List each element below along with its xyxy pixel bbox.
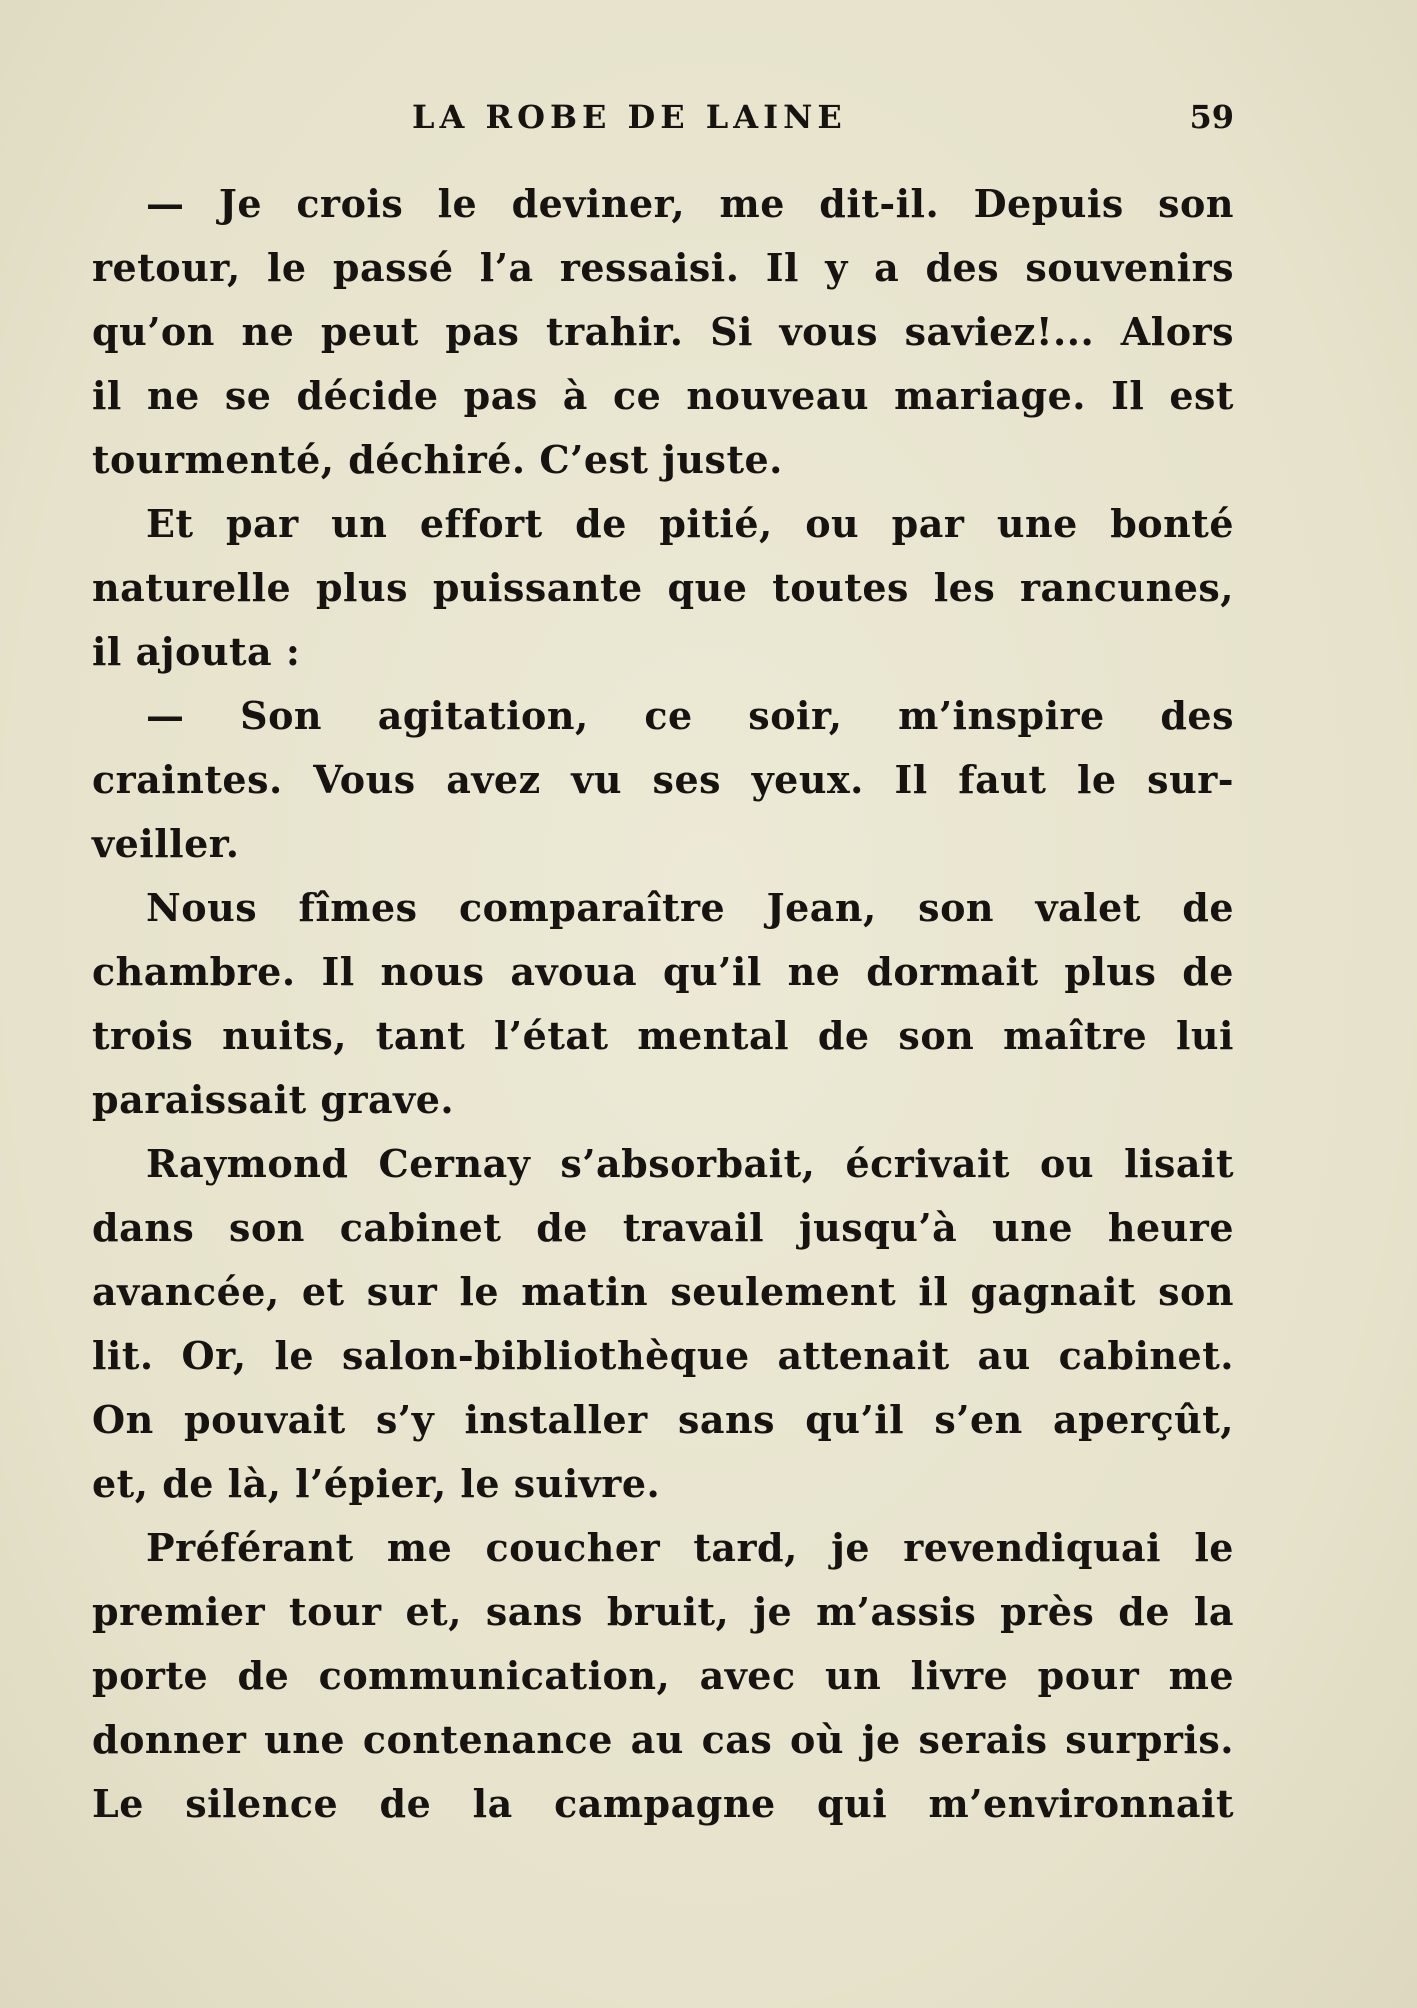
body-text bbox=[92, 172, 1234, 1836]
text-line: chambre. Il nous avoua qu’il ne dormait plus de bbox=[92, 949, 1234, 994]
text-line: donner une contenance au cas où je serais surpris. bbox=[92, 1717, 1234, 1762]
text-line: Préférant me coucher tard, je revendiquai le bbox=[146, 1525, 1234, 1570]
text-line: Et par un effort de pitié, ou par une bonté bbox=[146, 501, 1234, 546]
text-line: lit. Or, le salon-bibliothèque attenait au cabinet. bbox=[92, 1333, 1234, 1378]
text-line: il ajouta : bbox=[92, 629, 301, 674]
running-title: LA ROBE DE LAINE bbox=[412, 98, 847, 136]
text-line: qu’on ne peut pas trahir. Si vous saviez!... Alors bbox=[92, 309, 1234, 354]
text-line: dans son cabinet de travail jusqu’à une heure bbox=[92, 1205, 1234, 1250]
text-line: — Son agitation, ce soir, m’inspire des bbox=[146, 693, 1234, 738]
text-line: Raymond Cernay s’absorbait, écrivait ou lisait bbox=[146, 1141, 1234, 1186]
text-line: On pouvait s’y installer sans qu’il s’en aperçût, bbox=[92, 1397, 1234, 1442]
running-head bbox=[92, 98, 1234, 148]
text-line: craintes. Vous avez vu ses yeux. Il faut le sur- bbox=[92, 757, 1234, 802]
text-line: avancée, et sur le matin seulement il gagnait son bbox=[92, 1269, 1234, 1314]
text-line: paraissait grave. bbox=[92, 1077, 455, 1122]
text-line: et, de là, l’épier, le suivre. bbox=[92, 1461, 661, 1506]
text-line: veiller. bbox=[92, 821, 240, 866]
text-line: — Je crois le deviner, me dit-il. Depuis son bbox=[146, 181, 1234, 226]
text-line: Le silence de la campagne qui m’environnait bbox=[92, 1781, 1234, 1826]
text-line: tourmenté, déchiré. C’est juste. bbox=[92, 437, 783, 482]
text-line: premier tour et, sans bruit, je m’assis près de la bbox=[92, 1589, 1234, 1634]
text-line: retour, le passé l’a ressaisi. Il y a des souvenirs bbox=[92, 245, 1234, 290]
text-line: il ne se décide pas à ce nouveau mariage. Il est bbox=[92, 373, 1234, 418]
text-line: Nous fîmes comparaître Jean, son valet de bbox=[146, 885, 1234, 930]
text-line: porte de communication, avec un livre pour me bbox=[92, 1653, 1234, 1698]
page-number: 59 bbox=[1189, 98, 1234, 136]
text-line: naturelle plus puissante que toutes les rancunes, bbox=[92, 565, 1234, 610]
text-line: trois nuits, tant l’état mental de son maître lui bbox=[92, 1013, 1234, 1058]
